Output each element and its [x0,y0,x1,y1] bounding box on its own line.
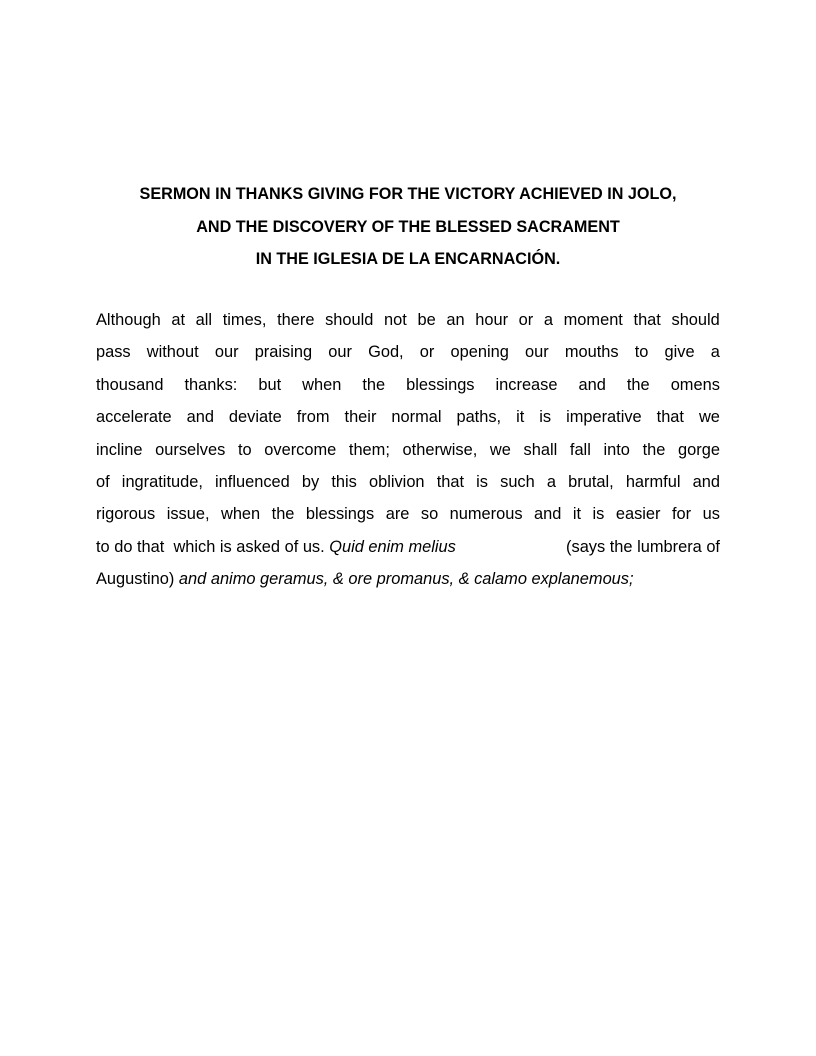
body-line [96,336,720,368]
word: so [420,505,439,524]
word: otherwise, [402,440,478,459]
sermon-title [96,178,720,276]
word: thousand [96,375,164,394]
title-line-3: IN THE IGLESIA DE LA ENCARNACIÓN. [255,250,561,268]
word: increase [495,375,558,394]
word: moment [563,311,623,329]
word: numerous [449,505,523,524]
word: thanks: [184,375,238,394]
word: their [344,408,377,427]
word: normal [391,408,442,427]
word: ingratitude, [121,472,203,491]
word: give [664,343,695,362]
word: we [489,440,511,459]
body-line [96,434,720,466]
word: praising [254,343,313,362]
word: influenced [215,472,290,491]
body-line [96,531,720,563]
word: a [710,343,720,362]
word: our [328,343,352,362]
word: omens [670,375,720,394]
word: it [572,505,582,524]
word: we [698,408,720,427]
word: pass [96,343,131,362]
word: harmful [625,472,681,491]
word: or [518,311,534,329]
word: us [702,505,720,524]
word: paths, [456,408,502,427]
word: blessings [305,505,375,524]
body-text: to do that which is asked of us. [96,537,330,556]
word: and [534,505,562,524]
word: by [301,472,320,491]
word: and [692,472,720,491]
word: is [539,408,552,427]
word: to [634,343,649,362]
word: deviate [228,408,282,427]
title-line-1: SERMON IN THANKS GIVING FOR THE VICTORY ACHIEVED IN JOLO, [139,185,677,203]
word: shall [523,440,558,459]
word: to [237,440,252,459]
body-line [96,563,720,595]
word: is [592,505,605,524]
word: the [626,375,650,394]
title-line-2: AND THE DISCOVERY OF THE BLESSED SACRAMENT [196,217,620,236]
body-text: (says the lumbrera of [561,537,720,556]
word: when [302,375,342,394]
word: of [96,472,110,491]
word: should [325,311,374,329]
word: brutal, [568,472,614,491]
word: a [543,311,554,329]
word: opening [450,343,509,362]
word: blessings [406,375,475,394]
word: and [186,408,214,427]
word: God, [368,343,404,362]
word: are [385,505,410,524]
word: imperative [566,408,642,427]
word: such [500,472,535,491]
body-paragraph [96,304,720,596]
word: when [220,505,261,524]
word: there [277,311,315,329]
word: and [578,375,606,394]
word: rigorous [96,505,156,524]
word: but [258,375,282,394]
word: fall [569,440,591,459]
word: that [436,472,465,491]
word: gorge [678,440,720,459]
word: our [214,343,239,362]
word: a [546,472,556,491]
word: from [296,408,330,427]
word: that [633,311,661,329]
word: at [171,311,186,329]
latin-quote: and animo geramus, & ore promanus, & calamo explanemous; [178,570,634,589]
word: the [362,375,386,394]
word: accelerate [96,408,172,427]
word: them; [348,440,390,459]
word: hour [475,311,509,329]
word: should [671,311,720,329]
body-line [96,466,720,498]
latin-quote: Quid enim melius [329,537,456,556]
body-line [96,304,720,336]
word: without [146,343,199,362]
word: for [671,505,692,524]
word: the [642,440,666,459]
word: our [524,343,549,362]
word: incline [96,440,143,459]
body-line [96,401,720,433]
word: times, [222,311,267,329]
word: not [384,311,407,329]
body-line [96,369,720,401]
body-text: Augustino) [96,570,179,589]
word: this [331,472,357,491]
word: is [476,472,488,491]
word: overcome [264,440,337,459]
word: ourselves [155,440,226,459]
word: be [417,311,436,329]
word: Although [96,311,161,329]
word: the [271,505,295,524]
word: it [516,408,525,427]
word: easier [615,505,661,524]
word: or [419,343,435,362]
word: oblivion [368,472,425,491]
word: issue, [166,505,210,524]
word: that [656,408,684,427]
word: all [195,311,213,329]
word: into [603,440,630,459]
word: mouths [564,343,619,362]
body-line [96,498,720,530]
word: an [446,311,465,329]
body-text-segment [96,531,456,563]
